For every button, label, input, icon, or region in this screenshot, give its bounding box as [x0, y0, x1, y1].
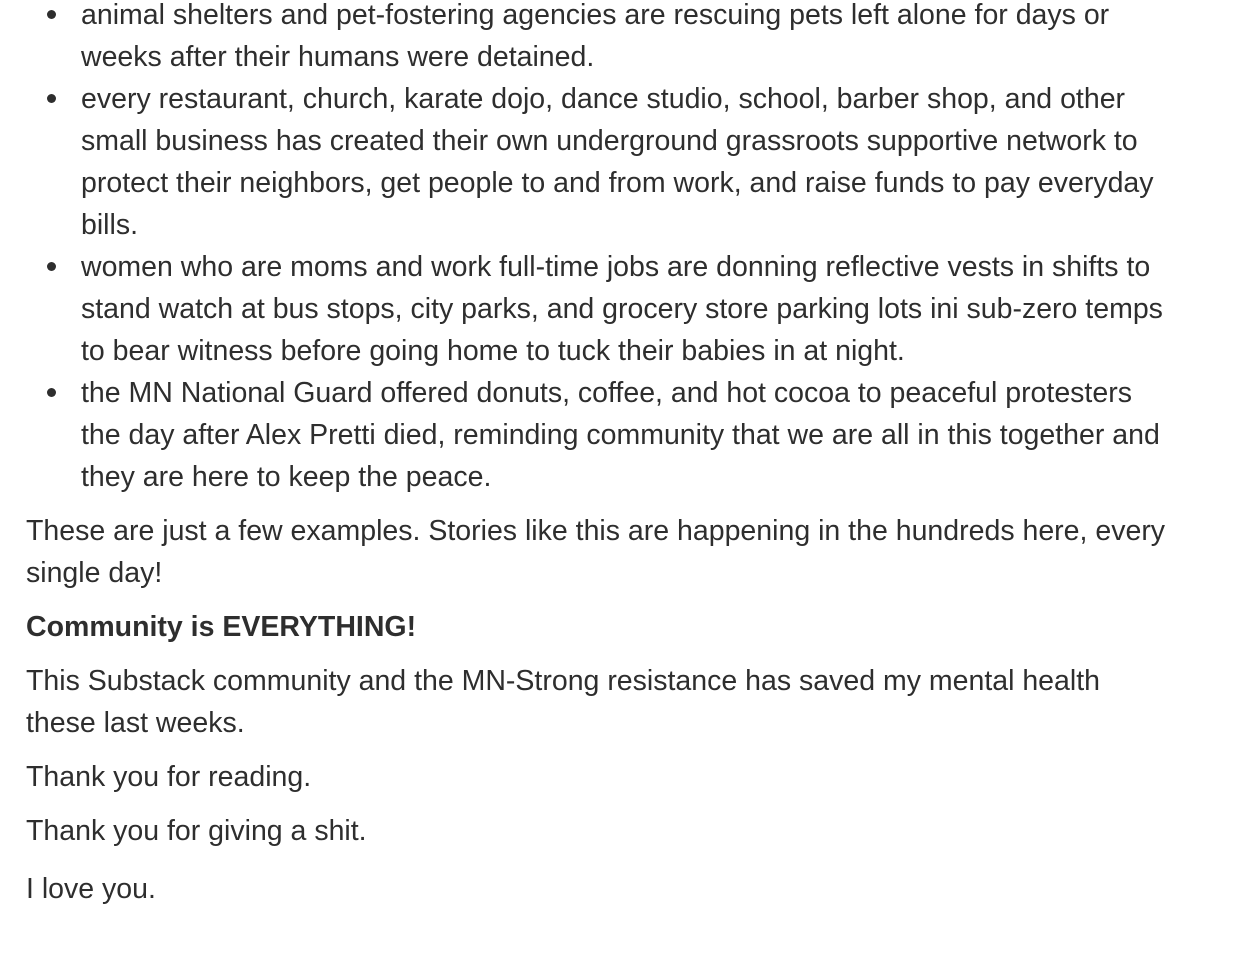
paragraph-thanks-reading: Thank you for reading. — [26, 761, 312, 793]
bullet-icon — [47, 94, 56, 103]
bullet-icon — [47, 388, 56, 397]
list-item-text: animal shelters and pet-fostering agencies are rescuing pets left alone for days or weeks after their humans were detained. — [81, 0, 1110, 73]
list-item-text: every restaurant, church, karate dojo, dance studio, school, barber shop, and other small business has created their own underground grassroots supportive network to protect their neighbors, get people to and from work, and raise funds to pay everyday bills. — [81, 83, 1154, 241]
paragraph-mental-health: This Substack community and the MN-Strong resistance has saved my mental health these last weeks. — [26, 665, 1100, 739]
paragraph-love: I love you. — [26, 873, 156, 905]
bullet-icon — [47, 262, 56, 271]
list-item-text: the MN National Guard offered donuts, coffee, and hot cocoa to peaceful protesters the day after Alex Pretti died, reminding community that we are all in this together and they are here to keep the peace. — [81, 377, 1160, 493]
list-item — [26, 0, 1176, 78]
bullet-list — [26, 0, 1176, 498]
list-item — [26, 246, 1176, 372]
list-item — [26, 78, 1176, 246]
paragraph-community-heading: Community is EVERYTHING! — [26, 611, 417, 643]
paragraph-examples: These are just a few examples. Stories like this are happening in the hundreds here, every single day! — [26, 515, 1166, 589]
bullet-icon — [47, 10, 56, 19]
paragraph-thanks-giving: Thank you for giving a shit. — [26, 815, 367, 847]
list-item-text: women who are moms and work full-time jobs are donning reflective vests in shifts to stand watch at bus stops, city parks, and grocery store parking lots ini sub-zero temps to bear witness before going home to tuck their babies in at night. — [81, 251, 1163, 367]
article-body — [26, 0, 1176, 910]
list-item — [26, 372, 1176, 498]
